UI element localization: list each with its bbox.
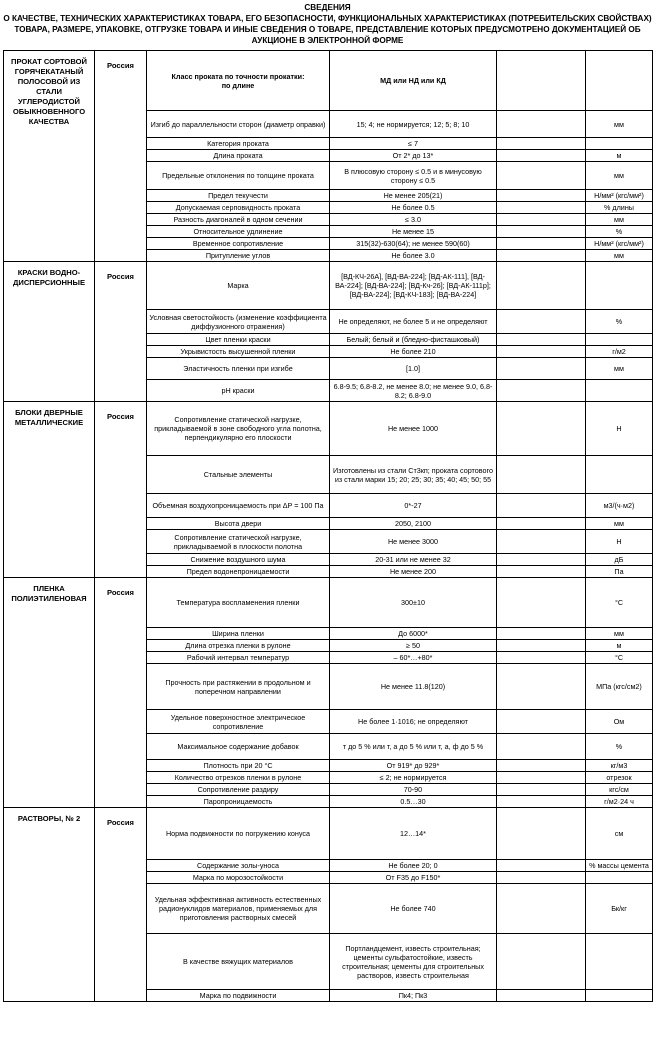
country-of-origin: Россия [95, 262, 147, 402]
value-cell: До 6000* [330, 628, 497, 640]
empty-cell [497, 51, 586, 111]
parameter-cell: Категория проката [147, 138, 330, 150]
value-cell: Не менее 1000 [330, 402, 497, 456]
parameter-cell: Прочность при растяжении в продольном и поперечном направлении [147, 664, 330, 710]
value-cell: Изготовлены из стали Ст3кп; проката сортового из стали марки 15; 20; 25; 30; 35; 40; 45; 50; 55 [330, 456, 497, 494]
unit-cell: см [586, 808, 653, 860]
empty-cell [497, 150, 586, 162]
parameter-cell: Плотность при 20 °С [147, 760, 330, 772]
empty-cell [497, 664, 586, 710]
parameter-cell: Временное сопротивление [147, 238, 330, 250]
value-cell: [ВД-КЧ-26А], [ВД-ВА-224]; [ВД-АК-111], [ВД-ВА-224]; [ВД-ВА-224]; [ВД-Кч-26]; [ВД-АК-111р]; [ВД-ВА-224]; [ВД-КЧ-183]; [ВД-ВА-224] [330, 262, 497, 310]
empty-cell [497, 990, 586, 1002]
empty-cell [497, 358, 586, 380]
value-cell: Не более 210 [330, 346, 497, 358]
value-cell: – 60*…+80* [330, 652, 497, 664]
parameter-cell: Температура воспламенения пленки [147, 578, 330, 628]
empty-cell [497, 530, 586, 554]
parameter-cell: Марка по подвижности [147, 990, 330, 1002]
unit-cell: Н [586, 402, 653, 456]
document-title [0, 0, 655, 50]
parameter-cell: В качестве вяжущих материалов [147, 934, 330, 990]
parameter-cell: Паропроницаемость [147, 796, 330, 808]
empty-cell [497, 628, 586, 640]
value-cell: Не менее 15 [330, 226, 497, 238]
empty-cell [497, 760, 586, 772]
parameter-cell: Класс проката по точности прокатки: по длине [147, 51, 330, 111]
value-cell: 6.8-9.5; 6.8-8.2, не менее 8.0; не менее 9.0, 6.8-8.2; 6.8-9.0 [330, 380, 497, 402]
parameter-cell: Относительное удлинение [147, 226, 330, 238]
unit-cell: % длины [586, 202, 653, 214]
empty-cell [497, 566, 586, 578]
empty-cell [497, 190, 586, 202]
unit-cell: м [586, 150, 653, 162]
value-cell: 315(32)-630(64); не менее 590(60) [330, 238, 497, 250]
unit-cell [586, 138, 653, 150]
value-cell: Не определяют, не более 5 и не определяют [330, 310, 497, 334]
value-cell: ≥ 50 [330, 640, 497, 652]
empty-cell [497, 772, 586, 784]
unit-cell [586, 990, 653, 1002]
product-name: ПЛЕНКА ПОЛИЭТИЛЕНОВАЯ [4, 578, 95, 808]
parameter-cell: Высота двери [147, 518, 330, 530]
parameter-cell: Разность диагоналей в одном сечении [147, 214, 330, 226]
parameter-cell: Удельное поверхностное электрическое сопротивление [147, 710, 330, 734]
country-of-origin: Россия [95, 578, 147, 808]
value-cell: Не более 0.5 [330, 202, 497, 214]
unit-cell: Бк/кг [586, 884, 653, 934]
parameter-cell: Объемная воздухопроницаемость при ΔP = 100 Па [147, 494, 330, 518]
unit-cell: кгс/см [586, 784, 653, 796]
value-cell: ≤ 2; не нормируется [330, 772, 497, 784]
unit-cell [586, 262, 653, 310]
parameter-cell: Предел текучести [147, 190, 330, 202]
unit-cell [586, 334, 653, 346]
value-cell: 70-90 [330, 784, 497, 796]
title-line: О КАЧЕСТВЕ, ТЕХНИЧЕСКИХ ХАРАКТЕРИСТИКАХ ТОВАРА, ЕГО БЕЗОПАСНОСТИ, ФУНКЦИОНАЛЬНЫХ ХАРАКТЕРИСТИКАХ (ПОТРЕБИТЕЛЬСКИХ СВОЙСТВАХ) [3, 14, 652, 23]
empty-cell [497, 784, 586, 796]
value-cell: ≤ 7 [330, 138, 497, 150]
parameter-cell: Предел водонепроницаемости [147, 566, 330, 578]
unit-cell: г/м2·24 ч [586, 796, 653, 808]
parameter-cell: Содержание золы-уноса [147, 860, 330, 872]
empty-cell [497, 202, 586, 214]
unit-cell: Ом [586, 710, 653, 734]
unit-cell [586, 380, 653, 402]
unit-cell: мм [586, 250, 653, 262]
title-line: СВЕДЕНИЯ [304, 3, 351, 12]
empty-cell [497, 808, 586, 860]
parameter-cell: Сопротивление статической нагрузке, прикладываемой в плоскости полотна [147, 530, 330, 554]
parameter-cell: Цвет пленки краски [147, 334, 330, 346]
empty-cell [497, 402, 586, 456]
parameter-cell: Эластичность пленки при изгибе [147, 358, 330, 380]
parameter-cell: Сопротивление статической нагрузке, прикладываемой в зоне свободного угла полотна, перпендикулярно его плоскости [147, 402, 330, 456]
specs-table [3, 50, 653, 1002]
unit-cell: °С [586, 578, 653, 628]
unit-cell: отрезок [586, 772, 653, 784]
parameter-cell: Длина отрезка пленки в рулоне [147, 640, 330, 652]
parameter-cell: Ширина пленки [147, 628, 330, 640]
parameter-cell: Притупление углов [147, 250, 330, 262]
value-cell: 12…14* [330, 808, 497, 860]
value-cell: В плюсовую сторону ≤ 0.5 и в минусовую сторону ≤ 0.5 [330, 162, 497, 190]
parameter-cell: Стальные элементы [147, 456, 330, 494]
unit-cell [586, 51, 653, 111]
empty-cell [497, 226, 586, 238]
value-cell: Не менее 3000 [330, 530, 497, 554]
unit-cell: мм [586, 214, 653, 226]
empty-cell [497, 334, 586, 346]
value-cell: Не менее 11.8(120) [330, 664, 497, 710]
table-row [4, 808, 653, 860]
value-cell: Пк4; Пк3 [330, 990, 497, 1002]
empty-cell [497, 138, 586, 150]
unit-cell: МПа (кгс/см2) [586, 664, 653, 710]
empty-cell [497, 494, 586, 518]
empty-cell [497, 640, 586, 652]
unit-cell: кг/м3 [586, 760, 653, 772]
unit-cell: мм [586, 162, 653, 190]
empty-cell [497, 111, 586, 138]
unit-cell: % массы цемента [586, 860, 653, 872]
value-cell: т до 5 % или т, а до 5 % или т, а, ф до 5 % [330, 734, 497, 760]
unit-cell: Н [586, 530, 653, 554]
value-cell: От 919* до 929* [330, 760, 497, 772]
empty-cell [497, 578, 586, 628]
unit-cell: % [586, 734, 653, 760]
value-cell: Не менее 205(21) [330, 190, 497, 202]
parameter-cell: Снижение воздушного шума [147, 554, 330, 566]
value-cell: Не более 3.0 [330, 250, 497, 262]
parameter-cell: Рабочий интервал температур [147, 652, 330, 664]
product-name: БЛОКИ ДВЕРНЫЕ МЕТАЛЛИЧЕСКИЕ [4, 402, 95, 578]
unit-cell: % [586, 310, 653, 334]
product-name: РАСТВОРЫ, № 2 [4, 808, 95, 1002]
table-row [4, 578, 653, 628]
value-cell: Белый; белый и (бледно-фисташковый) [330, 334, 497, 346]
unit-cell: дБ [586, 554, 653, 566]
parameter-cell: Условная светостойкость (изменение коэффициента диффузионного отражения) [147, 310, 330, 334]
unit-cell: мм [586, 628, 653, 640]
table-row [4, 51, 653, 111]
title-line: ТОВАРА, РАЗМЕРЕ, УПАКОВКЕ, ОТГРУЗКЕ ТОВАРА И ИНЫЕ СВЕДЕНИЯ О ТОВАРЕ, ПРЕДСТАВЛЕНИЕ КОТОРЫХ ПРЕДУСМОТРЕНО ДОКУМЕНТАЦИЕЙ ОБ [14, 25, 641, 34]
unit-cell: °С [586, 652, 653, 664]
empty-cell [497, 214, 586, 226]
parameter-cell: Изгиб до параллельности сторон (диаметр оправки) [147, 111, 330, 138]
country-of-origin: Россия [95, 808, 147, 1002]
unit-cell [586, 456, 653, 494]
empty-cell [497, 860, 586, 872]
empty-cell [497, 162, 586, 190]
empty-cell [497, 346, 586, 358]
parameter-cell: Количество отрезков пленки в рулоне [147, 772, 330, 784]
empty-cell [497, 872, 586, 884]
empty-cell [497, 734, 586, 760]
empty-cell [497, 262, 586, 310]
parameter-cell: Марка по морозостойкости [147, 872, 330, 884]
empty-cell [497, 710, 586, 734]
value-cell: ≤ 3.0 [330, 214, 497, 226]
unit-cell: % [586, 226, 653, 238]
title-line: АУКЦИОНЕ В ЭЛЕКТРОННОЙ ФОРМЕ [251, 36, 404, 45]
parameter-cell: pH краски [147, 380, 330, 402]
empty-cell [497, 380, 586, 402]
parameter-cell: Укрывистость высушенной пленки [147, 346, 330, 358]
value-cell: 300±10 [330, 578, 497, 628]
product-name: ПРОКАТ СОРТОВОЙ ГОРЯЧЕКАТАНЫЙ ПОЛОСОВОЙ ИЗ СТАЛИ УГЛЕРОДИСТОЙ ОБЫКНОВЕННОГО КАЧЕСТВА [4, 51, 95, 262]
empty-cell [497, 884, 586, 934]
value-cell: 20-31 или не менее 32 [330, 554, 497, 566]
parameter-cell: Предельные отклонения по толщине проката [147, 162, 330, 190]
value-cell: Не более 20; 0 [330, 860, 497, 872]
country-of-origin: Россия [95, 402, 147, 578]
table-row [4, 402, 653, 456]
value-cell: Не более 1·1016; не определяют [330, 710, 497, 734]
parameter-cell: Максимальное содержание добавок [147, 734, 330, 760]
empty-cell [497, 796, 586, 808]
unit-cell: м [586, 640, 653, 652]
parameter-cell: Длина проката [147, 150, 330, 162]
empty-cell [497, 238, 586, 250]
unit-cell: г/м2 [586, 346, 653, 358]
empty-cell [497, 518, 586, 530]
parameter-cell: Удельная эффективная активность естественных радионуклидов материалов, применяемых для приготовления растворных смесей [147, 884, 330, 934]
value-cell: От 2* до 13* [330, 150, 497, 162]
value-cell: [1.0] [330, 358, 497, 380]
unit-cell: Н/мм² (кгс/мм²) [586, 238, 653, 250]
value-cell: 15; 4; не нормируется; 12; 5; 8; 10 [330, 111, 497, 138]
unit-cell: мм [586, 518, 653, 530]
empty-cell [497, 250, 586, 262]
parameter-cell: Норма подвижности по погружению конуса [147, 808, 330, 860]
unit-cell: мм [586, 111, 653, 138]
value-cell: Не более 740 [330, 884, 497, 934]
unit-cell: м3/(ч·м2) [586, 494, 653, 518]
empty-cell [497, 554, 586, 566]
value-cell: МД или НД или КД [330, 51, 497, 111]
unit-cell [586, 934, 653, 990]
value-cell: 2050, 2100 [330, 518, 497, 530]
empty-cell [497, 652, 586, 664]
parameter-cell: Марка [147, 262, 330, 310]
parameter-cell: Допускаемая серповидность проката [147, 202, 330, 214]
product-name: КРАСКИ ВОДНО-ДИСПЕРСИОННЫЕ [4, 262, 95, 402]
empty-cell [497, 934, 586, 990]
value-cell: 0.5…30 [330, 796, 497, 808]
parameter-cell: Сопротивление раздиру [147, 784, 330, 796]
unit-cell: Па [586, 566, 653, 578]
unit-cell: Н/мм² (кгс/мм²) [586, 190, 653, 202]
value-cell: Портландцемент, известь строительная; цементы сульфатостойкие, известь строительная; цементы для строительных растворов, известь строительная [330, 934, 497, 990]
value-cell: 0*-27 [330, 494, 497, 518]
empty-cell [497, 310, 586, 334]
value-cell: Не менее 200 [330, 566, 497, 578]
table-row [4, 262, 653, 310]
value-cell: От F35 до F150* [330, 872, 497, 884]
unit-cell: мм [586, 358, 653, 380]
empty-cell [497, 456, 586, 494]
country-of-origin: Россия [95, 51, 147, 262]
unit-cell [586, 872, 653, 884]
